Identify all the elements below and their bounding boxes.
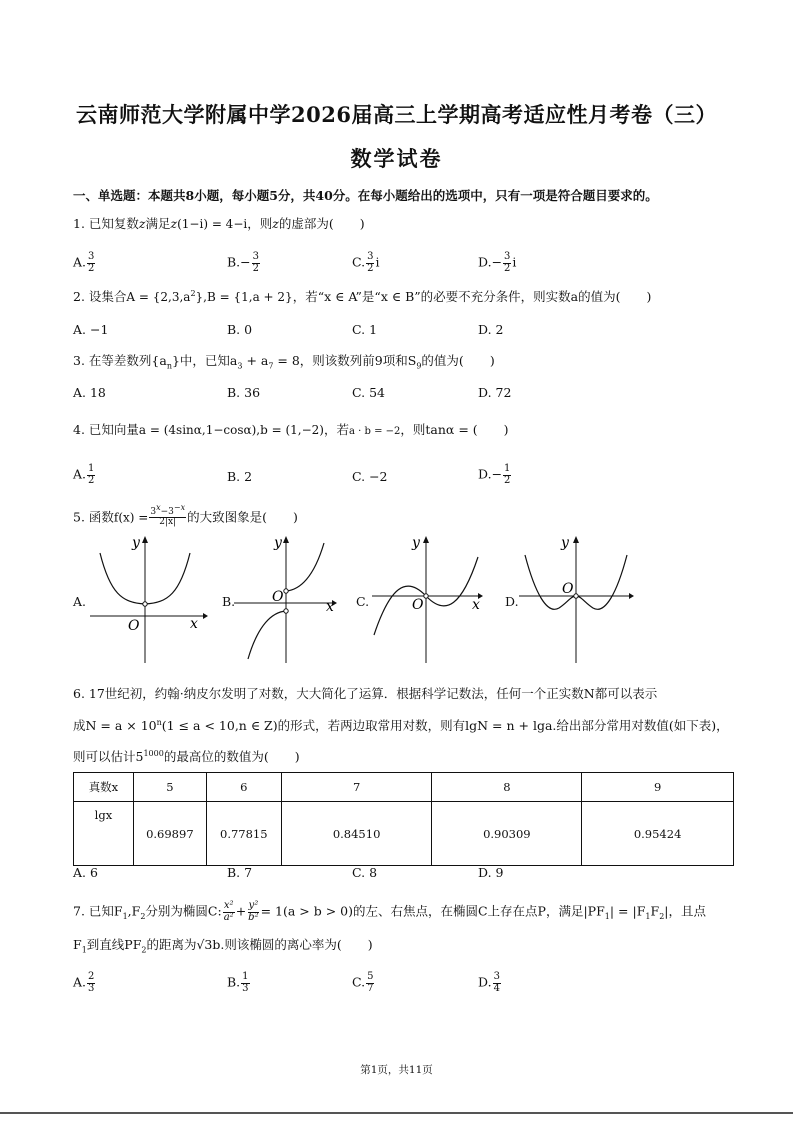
page-subtitle: 数学试卷 bbox=[350, 146, 443, 171]
question-6-line2 bbox=[73, 717, 729, 733]
q6-close: ) bbox=[294, 749, 300, 764]
q4-dot: a · b = −2 bbox=[349, 426, 401, 437]
q1-var3: z bbox=[272, 216, 279, 231]
q3-t5: 的值为( bbox=[421, 353, 464, 368]
question-4 bbox=[73, 424, 509, 437]
q3-t1: 3. 在等差数列{a bbox=[73, 353, 167, 368]
fraction bbox=[366, 252, 374, 274]
graph-c[interactable] bbox=[370, 535, 485, 665]
y-arrow-icon bbox=[142, 536, 148, 543]
table-cell: 0.69897 bbox=[133, 802, 206, 866]
denominator: 2 bbox=[252, 262, 260, 274]
page-title: 云南师范大学附属中学2026届高三上学期高考适应性月考卷（三） bbox=[76, 102, 717, 127]
q5-t2: 的大致图象是( bbox=[187, 509, 267, 525]
q2-sup: 2 bbox=[190, 288, 196, 298]
option-label: C. bbox=[352, 974, 366, 990]
q1-expr: (1−i) = 4−i bbox=[177, 217, 248, 231]
option-label: B. bbox=[227, 974, 241, 990]
question-6-line1: 6. 17世纪初，约翰·纳皮尔发明了对数，大大简化了运算．根据科学记数法，任何一个正实数N都可以表示 bbox=[73, 686, 658, 701]
q4-t1: 4. 已知向量 bbox=[73, 422, 139, 437]
q5-func: f(x) = bbox=[113, 510, 149, 525]
numerator: 3 bbox=[493, 971, 500, 982]
q3-option-d[interactable]: D. 72 bbox=[478, 385, 512, 400]
q7-t2: 分别为椭圆C: bbox=[145, 903, 222, 919]
q2-option-c[interactable]: C. 1 bbox=[352, 322, 378, 337]
origin-label: O bbox=[562, 581, 574, 597]
y-label: y bbox=[132, 535, 140, 551]
q3-t2: }中，已知a bbox=[171, 353, 238, 368]
numerator: 5 bbox=[367, 971, 374, 982]
q3-sub: n bbox=[166, 361, 172, 371]
table-row-label: lgx bbox=[74, 802, 134, 866]
q2-setA: A = {2,3,a bbox=[126, 290, 191, 304]
q5-fraction bbox=[149, 503, 186, 528]
table-header-cell: 8 bbox=[432, 773, 582, 802]
question-5 bbox=[73, 503, 298, 528]
q7-t4: | = |F bbox=[609, 903, 646, 919]
q6-option-d[interactable]: D. 9 bbox=[478, 865, 504, 880]
denominator: 2 bbox=[88, 262, 95, 274]
numerator: y² bbox=[248, 900, 259, 911]
graph-b-label[interactable]: B. bbox=[222, 594, 236, 609]
bottom-divider bbox=[0, 1112, 793, 1114]
denominator: 2 bbox=[504, 262, 511, 274]
question-7-line1 bbox=[73, 901, 706, 923]
fraction bbox=[252, 252, 260, 274]
question-7-line2 bbox=[73, 937, 373, 955]
q6-l3a: 则可以估计5 bbox=[73, 749, 144, 764]
q3-t3: + a bbox=[242, 353, 269, 368]
fraction bbox=[241, 972, 249, 994]
origin-label: O bbox=[412, 597, 424, 613]
q3-option-a[interactable]: A. 18 bbox=[73, 385, 106, 400]
q1-option-c[interactable] bbox=[352, 252, 379, 274]
q2-option-a[interactable]: A. −1 bbox=[73, 322, 109, 337]
q5-close: ) bbox=[293, 509, 298, 525]
fraction bbox=[503, 464, 511, 486]
option-label: A. bbox=[73, 974, 87, 990]
y-arrow-icon bbox=[573, 536, 579, 543]
q7-sub: 1 bbox=[604, 912, 610, 921]
denominator: 2 bbox=[88, 474, 95, 486]
question-6-line3 bbox=[73, 748, 300, 764]
q7-l2a: F bbox=[73, 937, 82, 952]
numerator: 3 bbox=[504, 251, 511, 262]
q1-mid: 满足 bbox=[145, 216, 171, 231]
q4-vec-b: b = (1,−2) bbox=[260, 423, 324, 437]
open-point bbox=[143, 602, 147, 606]
q7-plus: + bbox=[235, 903, 247, 919]
numerator: x² bbox=[223, 900, 234, 911]
open-point bbox=[284, 589, 288, 593]
denominator: 2|x| bbox=[159, 517, 177, 528]
question-2 bbox=[73, 288, 652, 304]
q7-t1: 7. 已知F bbox=[73, 903, 123, 919]
q1-var: z bbox=[138, 216, 146, 231]
graph-c-label[interactable]: C. bbox=[356, 594, 370, 609]
q2-setB: },B = {1,a + 2} bbox=[195, 290, 293, 304]
q7-option-a[interactable] bbox=[73, 972, 96, 994]
graph-d[interactable] bbox=[517, 535, 637, 665]
q6-l3b: 的最高位的数值为( bbox=[163, 749, 269, 764]
q1-var2: z bbox=[170, 216, 178, 231]
table-cell: 0.95424 bbox=[582, 802, 734, 866]
table-row bbox=[74, 773, 734, 802]
option-label: C. bbox=[352, 254, 366, 270]
q1-option-b[interactable] bbox=[227, 252, 261, 274]
fraction bbox=[87, 972, 95, 994]
q7-t1b: ,F bbox=[127, 903, 141, 919]
origin-label: O bbox=[128, 618, 140, 634]
open-point bbox=[284, 609, 288, 613]
q3-t4: = 8，则该数列前9项和S bbox=[273, 353, 417, 368]
x-arrow-icon bbox=[629, 593, 634, 599]
graph-d-label[interactable]: D. bbox=[505, 594, 519, 609]
q3-option-c[interactable]: C. 54 bbox=[352, 385, 385, 400]
y-arrow-icon bbox=[423, 536, 429, 543]
y-label: y bbox=[561, 535, 569, 551]
q7-t6: |，且点 bbox=[664, 903, 706, 919]
curve-right bbox=[286, 543, 324, 591]
option-label: A. bbox=[73, 466, 87, 482]
q2-close: ) bbox=[646, 289, 652, 304]
num-mid: −3 bbox=[160, 507, 174, 517]
q6-option-b[interactable]: B. 7 bbox=[227, 865, 253, 880]
section-heading: 一、单选题：本题共8小题，每小题5分，共40分。在每小题给出的选项中，只有一项是符合题目要求的。 bbox=[73, 188, 658, 203]
graph-a-label[interactable]: A. bbox=[73, 594, 87, 609]
sign: − bbox=[491, 254, 503, 270]
q4-t3: ，则tanα = ( bbox=[400, 422, 478, 437]
q6-option-a[interactable]: A. 6 bbox=[73, 865, 98, 880]
table-header-cell: 5 bbox=[133, 773, 206, 802]
q4-option-b[interactable]: B. 2 bbox=[227, 469, 253, 484]
q2-option-b[interactable]: B. 0 bbox=[227, 322, 253, 337]
q4-option-c[interactable]: C. −2 bbox=[352, 469, 388, 484]
num-base: 3 bbox=[150, 507, 157, 517]
denominator: 7 bbox=[367, 982, 374, 994]
q4-t2: ，若 bbox=[323, 422, 349, 437]
x-label: x bbox=[472, 597, 480, 613]
q7-option-b[interactable] bbox=[227, 972, 251, 994]
denominator: 4 bbox=[493, 982, 500, 994]
q1-prefix: 1. 已知复数 bbox=[73, 216, 139, 231]
q3-sub: 3 bbox=[237, 361, 243, 371]
denominator: 2 bbox=[367, 262, 374, 274]
q1-option-d[interactable] bbox=[478, 252, 516, 274]
q7-frac-x bbox=[223, 901, 235, 923]
q7-t3: = 1(a > b > 0)的左、右焦点，在椭圆C上存在点P，满足|PF bbox=[260, 903, 605, 919]
denominator: 3 bbox=[242, 982, 249, 994]
denominator: a² bbox=[223, 911, 234, 923]
question-1 bbox=[73, 218, 365, 231]
q1-suffix2: 的虚部为( bbox=[278, 216, 334, 231]
graph-a[interactable] bbox=[88, 535, 208, 665]
option-label: D. bbox=[478, 466, 492, 482]
q1-suffix: ，则 bbox=[247, 216, 273, 231]
numerator: 1 bbox=[242, 971, 249, 982]
fraction bbox=[503, 252, 511, 274]
q7-sub: 2 bbox=[659, 912, 665, 921]
q7-l2c: 的距离为√3b.则该椭圆的离心率为( bbox=[146, 937, 342, 952]
q6-sup: 1000 bbox=[143, 748, 164, 758]
q3-sub: 9 bbox=[416, 361, 422, 371]
q7-sub: 1 bbox=[122, 912, 128, 921]
fraction bbox=[366, 972, 374, 994]
x-label: x bbox=[190, 616, 198, 632]
numerator: 3 bbox=[88, 251, 95, 262]
option-label: B. bbox=[227, 254, 241, 270]
q7-sub: 2 bbox=[140, 912, 146, 921]
open-point bbox=[424, 594, 428, 598]
table-header-cell: 9 bbox=[582, 773, 734, 802]
page-footer: 第1页，共11页 bbox=[360, 1064, 433, 1076]
option-label: D. bbox=[478, 974, 492, 990]
graph-b[interactable] bbox=[232, 535, 342, 665]
q1-close: ) bbox=[359, 216, 365, 231]
fraction bbox=[87, 252, 95, 274]
question-3 bbox=[73, 353, 495, 371]
y-label: y bbox=[412, 535, 420, 551]
x-label: x bbox=[326, 599, 334, 615]
denominator: 3 bbox=[88, 982, 95, 994]
curve-left bbox=[248, 611, 286, 659]
q2-text: ，若“x ∈ A”是“x ∈ B”的必要不充分条件，则实数a的值为( bbox=[292, 289, 621, 304]
y-arrow-icon bbox=[283, 536, 289, 543]
q4-close: ) bbox=[503, 422, 509, 437]
numerator: 3 bbox=[367, 251, 374, 262]
table-header-label: 真数x bbox=[74, 773, 134, 802]
q7-option-c[interactable] bbox=[352, 972, 375, 994]
q6-l2b: (1 ≤ a < 10,n ∈ Z)的形式，若两边取常用对数，则有lgN = n + lga.给出部分常用对数值(如下表)， bbox=[161, 718, 729, 733]
numerator: 1 bbox=[88, 463, 95, 474]
y-label: y bbox=[274, 535, 282, 551]
denominator: 2 bbox=[504, 474, 511, 486]
q5-t1: 5. 函数 bbox=[73, 509, 114, 525]
origin-label: O bbox=[272, 589, 284, 605]
x-arrow-icon bbox=[203, 613, 208, 619]
q4-option-a[interactable] bbox=[73, 464, 96, 486]
q4-vec-a: a = (4sinα,1−cosα), bbox=[138, 423, 261, 437]
log-table bbox=[73, 772, 734, 866]
q3-sub: 7 bbox=[268, 361, 274, 371]
q3-close: ) bbox=[489, 353, 495, 368]
q7-sub: 1 bbox=[645, 912, 651, 921]
table-cell: 0.84510 bbox=[281, 802, 432, 866]
q7-frac-y bbox=[247, 901, 259, 923]
table-header-cell: 7 bbox=[281, 773, 432, 802]
num-sup: −x bbox=[173, 503, 186, 512]
q2-option-d[interactable]: D. 2 bbox=[478, 322, 504, 337]
q7-close: ) bbox=[367, 937, 373, 952]
q3-option-b[interactable]: B. 36 bbox=[227, 385, 261, 400]
q7-sub: 2 bbox=[141, 945, 147, 955]
table-header-cell: 6 bbox=[206, 773, 281, 802]
fraction bbox=[87, 464, 95, 486]
q6-option-c[interactable]: C. 8 bbox=[352, 865, 378, 880]
numerator: 2 bbox=[88, 971, 95, 982]
open-point bbox=[574, 594, 578, 598]
q6-l2a: 成N = a × 10 bbox=[73, 718, 157, 733]
imag-unit: i bbox=[512, 254, 517, 270]
q1-option-a[interactable] bbox=[73, 252, 96, 274]
imag-unit: i bbox=[375, 254, 380, 270]
q7-t5: F bbox=[650, 903, 660, 919]
q7-l2b: 到直线PF bbox=[86, 937, 142, 952]
q7-option-d[interactable] bbox=[478, 972, 502, 994]
q2-prefix: 2. 设集合 bbox=[73, 289, 127, 304]
sign: − bbox=[491, 466, 503, 482]
option-label: A. bbox=[73, 254, 87, 270]
sign: − bbox=[240, 254, 251, 270]
q7-sub: 1 bbox=[81, 945, 87, 955]
q6-sup: n bbox=[156, 717, 162, 727]
table-row bbox=[74, 802, 734, 866]
q4-option-d[interactable] bbox=[478, 464, 512, 486]
numerator: 3 bbox=[252, 251, 260, 262]
num-sup: x bbox=[156, 503, 161, 512]
table-cell: 0.77815 bbox=[206, 802, 281, 866]
option-label: D. bbox=[478, 254, 492, 270]
table-cell: 0.90309 bbox=[432, 802, 582, 866]
denominator: b² bbox=[248, 911, 259, 923]
fraction bbox=[493, 972, 501, 994]
numerator: 1 bbox=[504, 463, 511, 474]
